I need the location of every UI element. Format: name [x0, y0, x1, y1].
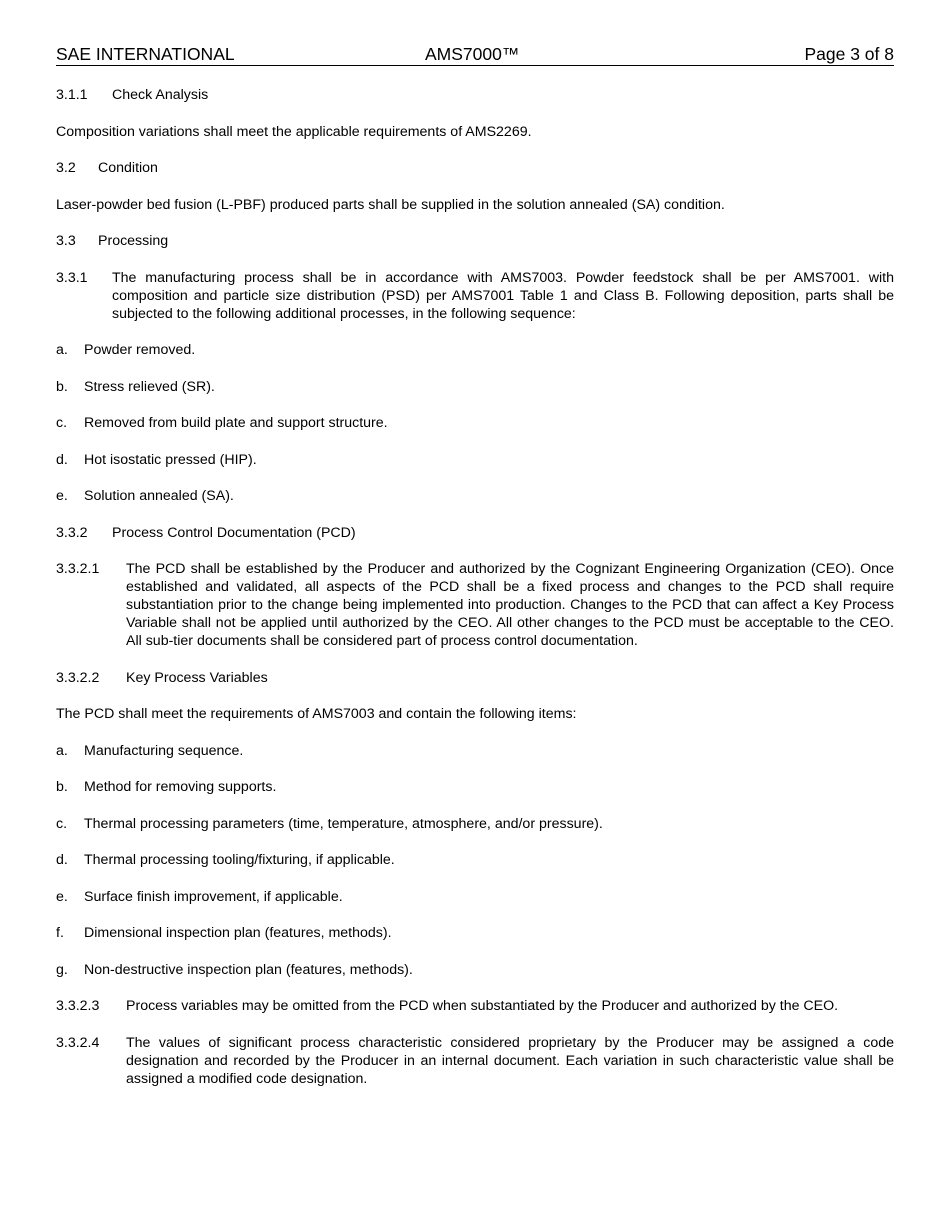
pcd-item [56, 742, 894, 760]
list-letter: e. [56, 488, 68, 504]
pcd-item [56, 961, 894, 979]
section-number: 3.3.2 [56, 524, 88, 541]
list-text: Surface finish improvement, if applicable. [84, 888, 343, 905]
section-3-1-1-heading [56, 86, 894, 104]
list-text: Method for removing supports. [84, 779, 277, 795]
list-letter: g. [56, 961, 68, 978]
header-organization: SAE INTERNATIONAL [56, 44, 235, 64]
section-text: The manufacturing process shall be in accordance with AMS7003. Powder feedstock shall be per AMS7001. with composition and particle size distribution (PSD) per AMS7001 Table 1 and Class B. Following deposition, parts shall be subjected to the following additional processes, in the following sequence: [112, 269, 894, 322]
list-letter: c. [56, 815, 68, 832]
section-number: 3.3.2.3 [56, 998, 100, 1014]
header-page-number: Page 3 of 8 [804, 44, 894, 64]
pcd-item [56, 851, 894, 869]
pcd-item [56, 888, 894, 906]
section-number: 3.1.1 [56, 87, 88, 103]
list-text: Hot isostatic pressed (HIP). [84, 451, 257, 468]
section-3-3-2-heading [56, 524, 894, 542]
section-title: Check Analysis [112, 87, 209, 103]
sequence-item [56, 414, 894, 432]
list-text: Thermal processing tooling/fixturing, if applicable. [84, 852, 395, 868]
header-document-number: AMS7000™ [425, 44, 520, 64]
list-letter: c. [56, 415, 68, 431]
section-3-3-1 [56, 269, 894, 323]
section-3-3-2-3 [56, 997, 894, 1015]
pcd-item [56, 815, 894, 833]
section-text: Process variables may be omitted from the PCD when substantiated by the Producer and authorized by the CEO. [126, 998, 839, 1014]
section-3-1-1-text: Composition variations shall meet the applicable requirements of AMS2269. [56, 123, 532, 140]
section-text: The PCD shall be established by the Producer and authorized by the Cognizant Engineering Organization (CEO). Once established and validated, all aspects of the PCD shall be a fixed process and changes to the PCD shall require substantiation prior to the change being implemented into production. Changes to the PCD that can affect a Key Process Variable shall not be applied until authorized by the CEO. All other changes to the PCD must be acceptable to the CEO. All sub-tier documents shall be considered part of process control documentation. [126, 561, 894, 649]
section-title: Processing [98, 233, 169, 249]
pcd-item [56, 778, 894, 796]
sequence-item [56, 487, 894, 505]
list-text: Stress relieved (SR). [84, 378, 215, 395]
section-title: Key Process Variables [126, 669, 268, 686]
page-header [56, 44, 894, 66]
section-number: 3.3.2.2 [56, 669, 100, 686]
sequence-item [56, 378, 894, 396]
list-text: Thermal processing parameters (time, temperature, atmosphere, and/or pressure). [84, 815, 603, 832]
section-number: 3.3 [56, 233, 76, 249]
list-text: Dimensional inspection plan (features, methods). [84, 925, 392, 941]
section-3-2-heading [56, 159, 894, 177]
list-text: Solution annealed (SA). [84, 488, 234, 504]
section-3-2-text: Laser-powder bed fusion (L-PBF) produced parts shall be supplied in the solution annealed (SA) condition. [56, 196, 725, 213]
section-3-3-heading [56, 232, 894, 250]
list-letter: a. [56, 342, 68, 358]
section-number: 3.3.2.4 [56, 1034, 100, 1051]
section-title: Process Control Documentation (PCD) [112, 524, 356, 541]
section-title: Condition [98, 160, 158, 176]
section-number: 3.3.2.1 [56, 561, 100, 577]
list-text: Manufacturing sequence. [84, 742, 244, 759]
section-3-3-2-2-text: The PCD shall meet the requirements of AMS7003 and contain the following items: [56, 706, 577, 722]
list-text: Non-destructive inspection plan (features, methods). [84, 961, 413, 978]
section-3-3-2-1 [56, 560, 894, 650]
list-letter: f. [56, 925, 64, 941]
list-text: Removed from build plate and support structure. [84, 415, 388, 431]
list-letter: b. [56, 378, 68, 395]
list-letter: d. [56, 451, 68, 468]
list-text: Powder removed. [84, 342, 196, 358]
list-letter: d. [56, 852, 68, 868]
list-letter: a. [56, 742, 68, 759]
document-page [56, 44, 894, 1106]
pcd-item [56, 924, 894, 942]
section-number: 3.2 [56, 160, 76, 176]
list-letter: e. [56, 888, 68, 905]
sequence-item [56, 341, 894, 359]
section-3-3-2-4 [56, 1034, 894, 1088]
list-letter: b. [56, 779, 68, 795]
section-3-3-2-2-heading [56, 669, 894, 687]
sequence-item [56, 451, 894, 469]
section-text: The values of significant process characteristic considered proprietary by the Producer may be assigned a code designation and recorded by the Producer in an internal document. Each variation in such characteristic value shall be assigned a modified code designation. [126, 1034, 894, 1087]
section-number: 3.3.1 [56, 269, 88, 286]
